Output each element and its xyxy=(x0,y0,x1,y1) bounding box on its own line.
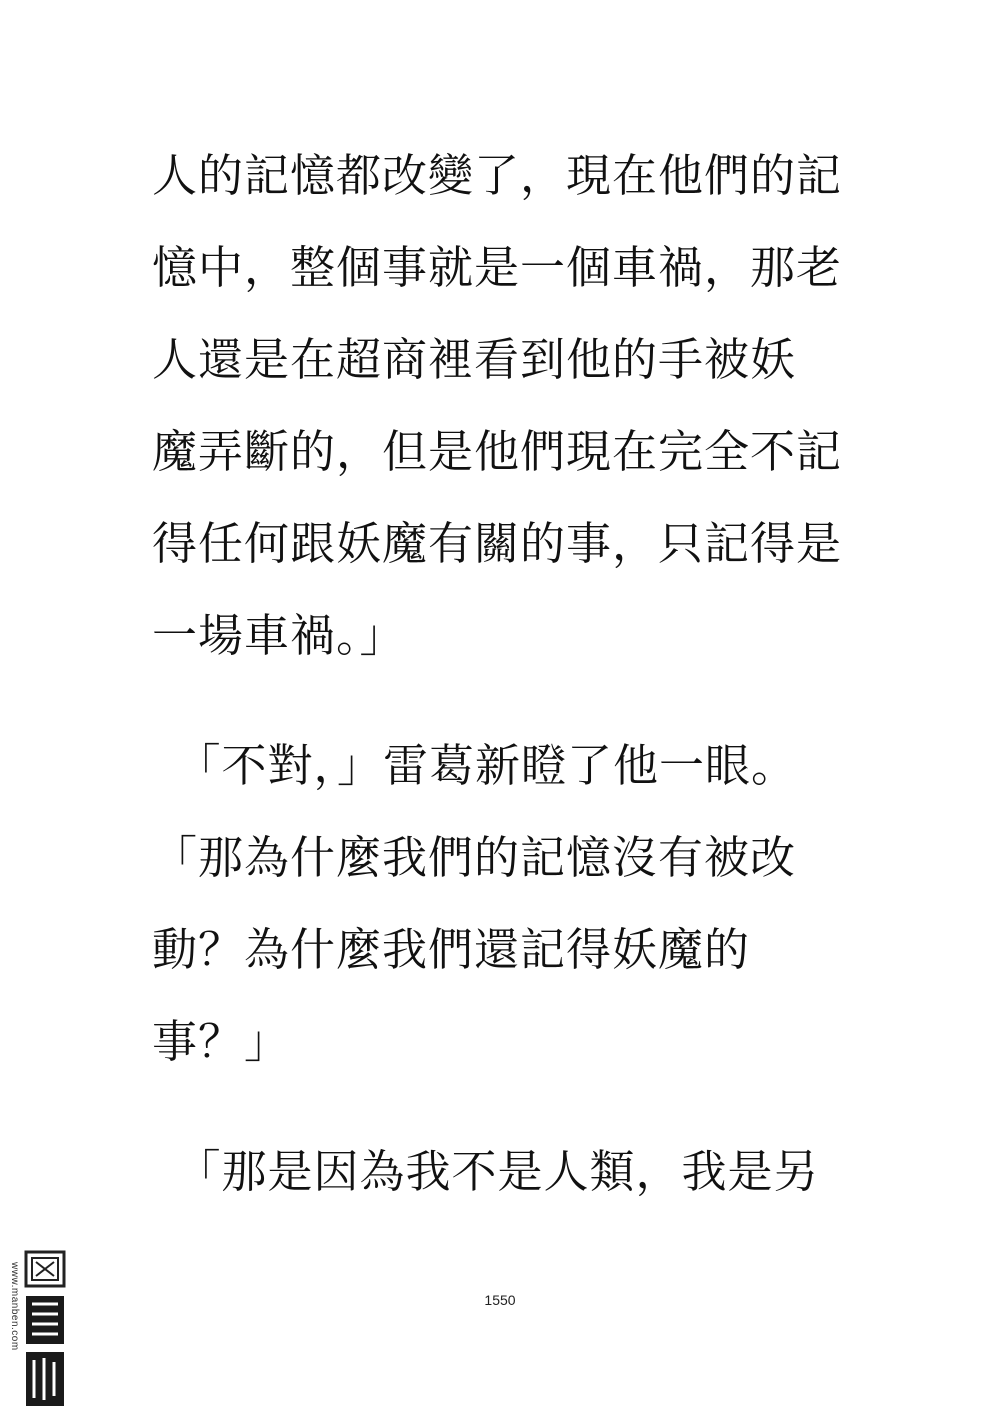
text-line: 憶中，整個事就是一個車禍，那老 xyxy=(152,241,843,294)
text-line: 人還是在超商裡看到他的手被妖 xyxy=(152,333,797,386)
paragraph-gap xyxy=(152,682,872,720)
paragraph-gap xyxy=(152,1088,872,1126)
text-line: 事？」 xyxy=(152,1015,291,1068)
text-line: 「那為什麼我們的記憶沒有被改 xyxy=(152,831,797,884)
text-line: 一場車禍。」 xyxy=(152,609,406,662)
paragraph-3 xyxy=(152,1126,872,1218)
text-line: 人的記憶都改變了，現在他們的記 xyxy=(152,149,843,202)
paragraph-1 xyxy=(152,130,872,682)
watermark-url: www.manben.com xyxy=(9,1262,20,1351)
text-line: 魔弄斷的，但是他們現在完全不記 xyxy=(152,425,843,478)
text-line: 動？為什麼我們還記得妖魔的 xyxy=(152,923,751,976)
text-line: 「不對，」雷葛新瞪了他一眼。 xyxy=(152,739,798,792)
paragraph-2 xyxy=(152,720,872,1088)
text-line: 得任何跟妖魔有關的事，只記得是 xyxy=(152,517,843,570)
body-text xyxy=(152,130,872,1218)
text-line: 「那是因為我不是人類，我是另 xyxy=(152,1145,820,1198)
page-number: 1550 xyxy=(484,1292,516,1308)
